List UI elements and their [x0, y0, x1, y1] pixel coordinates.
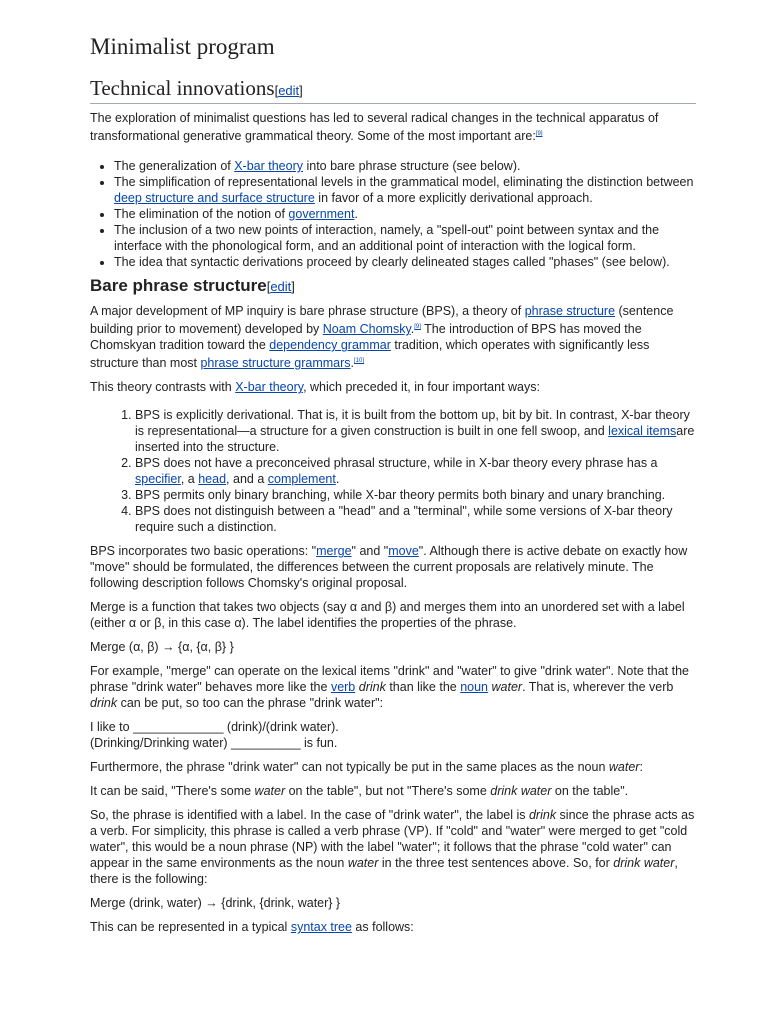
text: A major development of MP inquiry is bare phrase structure (BPS), a theory of: [90, 304, 525, 319]
list-item: [114, 206, 696, 222]
bps-paragraph-4: Merge is a function that takes two objects (say α and β) and merges them into an unordered set with a label (either α or β, in this case α). The label identifies the properties of the phrase.: [90, 600, 685, 631]
list-item: • The idea that syntactic derivations proceed by clearly delineated stages called "phases" (see below).: [114, 254, 696, 270]
italic-text: water: [347, 856, 379, 871]
lexical-items-link[interactable]: lexical items: [608, 424, 677, 439]
verb-link[interactable]: verb: [330, 680, 356, 695]
italic-text: drink: [90, 696, 118, 711]
innovations-list: [90, 158, 696, 270]
head-link[interactable]: head: [198, 472, 227, 487]
specifier-link[interactable]: specifier: [135, 472, 181, 487]
test-sentence-1: I like to _____________ (drink)/(drink water).: [90, 720, 339, 735]
text: in the three test sentences above. So, for: [378, 856, 614, 871]
text: BPS is explicitly derivational. That is, it is built from the bottom up, bit by bit. In contrast, X-bar theory is representational—a structure for a given construction is built in one fell swoop, and: [135, 408, 690, 439]
text: :: [639, 760, 643, 775]
text: BPS does not have a preconceived phrasal structure, while in X-bar theory every phrase has a: [135, 456, 658, 471]
bps-paragraph-1: [90, 303, 696, 371]
intro-text: The exploration of minimalist questions has led to several radical changes in the technical apparatus of transformational generative grammatical theory. Some of the most important are:: [90, 111, 659, 144]
text: on the table".: [551, 784, 629, 799]
list-item: • The inclusion of a two new points of interaction, namely, a "spell-out" point between syntax and the interface with the phonological form, and an additional point of interaction with the logical form.: [114, 222, 696, 254]
list-item: [135, 407, 696, 455]
text: as follows:: [351, 920, 414, 935]
text: ". Although there is active debate on exactly how "move" should be formulated, the differences between the current proposals are relatively minute. The following description follows Chomsky's original proposal.: [90, 544, 688, 591]
dependency-grammar-link[interactable]: dependency grammar: [269, 338, 391, 353]
text: , which preceded it, in four important ways:: [303, 380, 540, 395]
noam-chomsky-link[interactable]: Noam Chomsky: [322, 322, 411, 337]
text: since the phrase acts as a verb. For simplicity, this phrase is called a verb phrase (VP). If "cold" and "water" were merged to get "cold water", this would be a noun phrase (NP) with the label "water"; it follows that the phrase "cold water" can appear in the same environments as the noun: [90, 808, 695, 871]
move-link[interactable]: move: [388, 544, 419, 559]
bps-paragraph-2: [90, 379, 696, 395]
deep-structure-link[interactable]: deep structure and surface structure: [114, 191, 315, 206]
text: on the table", but not "There's some: [285, 784, 491, 799]
text: .: [354, 207, 358, 222]
text: .: [350, 356, 355, 371]
article-content: [90, 110, 696, 943]
xbar-theory-link[interactable]: X-bar theory: [235, 380, 304, 395]
text: " and ": [351, 544, 389, 559]
italic-text: drink water: [490, 784, 552, 799]
ref-link[interactable]: [10]: [354, 358, 365, 365]
edit-link[interactable]: edit: [270, 279, 292, 295]
list-item: [114, 158, 696, 174]
text: BPS incorporates two basic operations: ": [90, 544, 317, 559]
text: (sentence building prior to movement) developed by: [90, 304, 674, 337]
merge-formula-2: Merge (drink, water) → {drink, {drink, water} }: [90, 896, 341, 911]
section-edit: [edit]: [274, 83, 303, 98]
section-heading-bps: [90, 278, 696, 295]
italic-text: drink water: [613, 856, 675, 871]
text: The simplification of representational levels in the grammatical model, eliminating the distinction between: [114, 175, 694, 190]
syntax-tree-link[interactable]: syntax tree: [290, 920, 352, 935]
phrase-structure-grammars-link[interactable]: phrase structure grammars: [200, 356, 351, 371]
subsection-title: Bare phrase structure: [90, 276, 267, 296]
xbar-theory-link[interactable]: X-bar theory: [234, 159, 303, 174]
text: Furthermore, the phrase "drink water" can not typically be put in the same places as the noun: [90, 760, 609, 775]
italic-text: water: [491, 680, 523, 695]
text: than like the: [385, 680, 461, 695]
bps-paragraph-3: [90, 543, 696, 591]
italic-text: drink: [358, 680, 386, 695]
bps-paragraph-12: [90, 919, 696, 935]
text: This theory contrasts with: [90, 380, 236, 395]
government-link[interactable]: government: [288, 207, 355, 222]
section-edit: [edit]: [266, 279, 295, 295]
merge-formula-1: Merge (α, β) → {α, {α, β} }: [90, 640, 234, 655]
text: The elimination of the notion of: [114, 207, 289, 222]
text: can be put, so too can the phrase "drink water":: [117, 696, 384, 711]
text: The generalization of: [114, 159, 235, 174]
noun-link[interactable]: noun: [460, 680, 489, 695]
ref-link[interactable]: [9]: [535, 131, 543, 137]
complement-link[interactable]: complement: [267, 472, 336, 487]
text: It can be said, "There's some: [90, 784, 255, 799]
text: For example, "merge" can operate on the lexical items "drink" and "water" to give "drink water". Note that the phrase "drink water" behaves more like the: [90, 664, 689, 695]
bps-paragraph-9: [90, 783, 696, 799]
text: , and a: [226, 472, 268, 487]
bps-paragraph-10: [90, 807, 696, 887]
page-title: Minimalist program: [90, 34, 275, 59]
merge-link[interactable]: merge: [316, 544, 352, 559]
ref-link[interactable]: [9]: [414, 324, 421, 331]
test-sentence-2: (Drinking/Drinking water) __________ is fun.: [90, 736, 338, 751]
italic-text: drink: [528, 808, 557, 823]
bps-paragraph-8: [90, 759, 696, 775]
section-heading-technical-innovations: [90, 76, 696, 104]
text: So, the phrase is identified with a label. In the case of "drink water", the label is: [90, 808, 529, 823]
text: in favor of a more explicitly derivational approach.: [314, 191, 593, 206]
test-sentences: [90, 719, 696, 751]
text: , there is the following:: [90, 856, 678, 887]
intro-paragraph: [90, 110, 696, 144]
text: The introduction of BPS has moved the Chomskyan tradition toward the: [90, 322, 642, 353]
italic-text: water: [254, 784, 286, 799]
text: .: [410, 322, 415, 337]
text: .: [335, 472, 340, 487]
list-item: [135, 455, 696, 487]
italic-text: water: [608, 760, 640, 775]
section-title: Technical innovations: [90, 76, 275, 100]
text: , a: [180, 472, 199, 487]
text: . That is, wherever the verb: [522, 680, 674, 695]
text: This can be represented in a typical: [90, 920, 291, 935]
text: into bare phrase structure (see below).: [303, 159, 521, 174]
bps-paragraph-6: [90, 663, 696, 711]
differences-list: [90, 407, 696, 535]
text: tradition, which operates with significantly less structure than most: [90, 338, 650, 371]
phrase-structure-link[interactable]: phrase structure: [524, 304, 616, 319]
text: are inserted into the structure.: [135, 424, 695, 455]
list-item: [114, 174, 696, 206]
list-item: 3. BPS permits only binary branching, while X-bar theory permits both binary and unary branching.: [135, 487, 696, 503]
edit-link[interactable]: edit: [278, 83, 300, 98]
list-item: 4. BPS does not distinguish between a "head" and a "terminal", while some versions of X-bar theory require such a distinction.: [135, 503, 696, 535]
